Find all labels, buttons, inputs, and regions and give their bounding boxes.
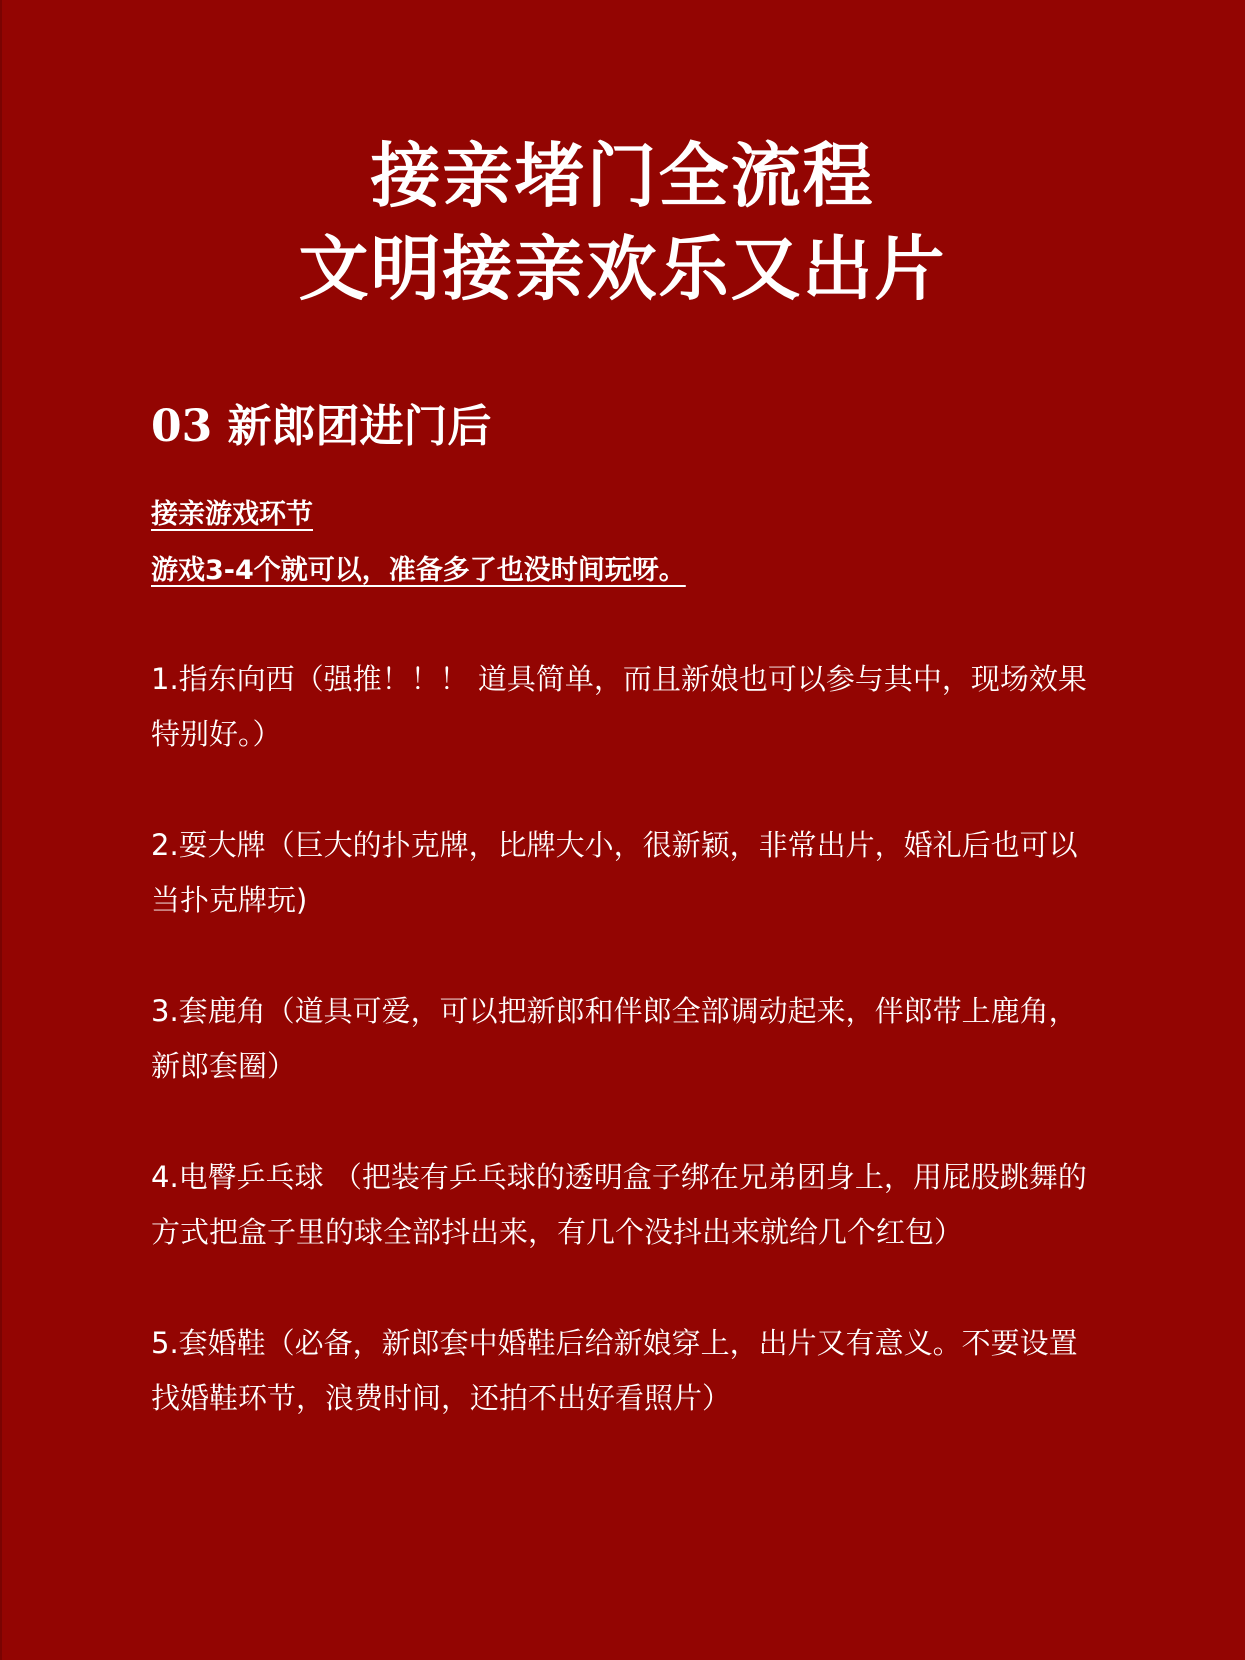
subheading: 接亲游戏环节 (151, 499, 313, 530)
section-heading: 03 新郎团进门后 (151, 401, 492, 452)
game-item-1: 1.指东向西（强推！！！ 道具简单，而且新娘也可以参与其中，现场效果特别好。） (151, 662, 1087, 751)
game-list (151, 652, 1101, 1482)
game-item-3: 3.套鹿角（道具可爱，可以把新郎和伴郎全部调动起来，伴郎带上鹿角，新郎套圈） (151, 994, 1078, 1083)
game-count-note: 游戏3-4个就可以，准备多了也没时间玩呀。 (151, 555, 686, 586)
game-item-5: 5.套婚鞋（必备，新郎套中婚鞋后给新娘穿上，出片又有意义。不要设置找婚鞋环节，浪费时间，还拍不出好看照片） (151, 1326, 1078, 1415)
game-item-2: 2.耍大牌（巨大的扑克牌，比牌大小，很新颖，非常出片，婚礼后也可以当扑克牌玩) (151, 828, 1078, 917)
game-item-4: 4.电臀乒乓球 （把装有乒乓球的透明盒子绑在兄弟团身上，用屁股跳舞的方式把盒子里的球全部抖出来，有几个没抖出来就给几个红包） (151, 1160, 1087, 1249)
title-line-2: 文明接亲欢乐又出片 (298, 227, 947, 310)
title-line-1: 接亲堵门全流程 (370, 134, 875, 217)
